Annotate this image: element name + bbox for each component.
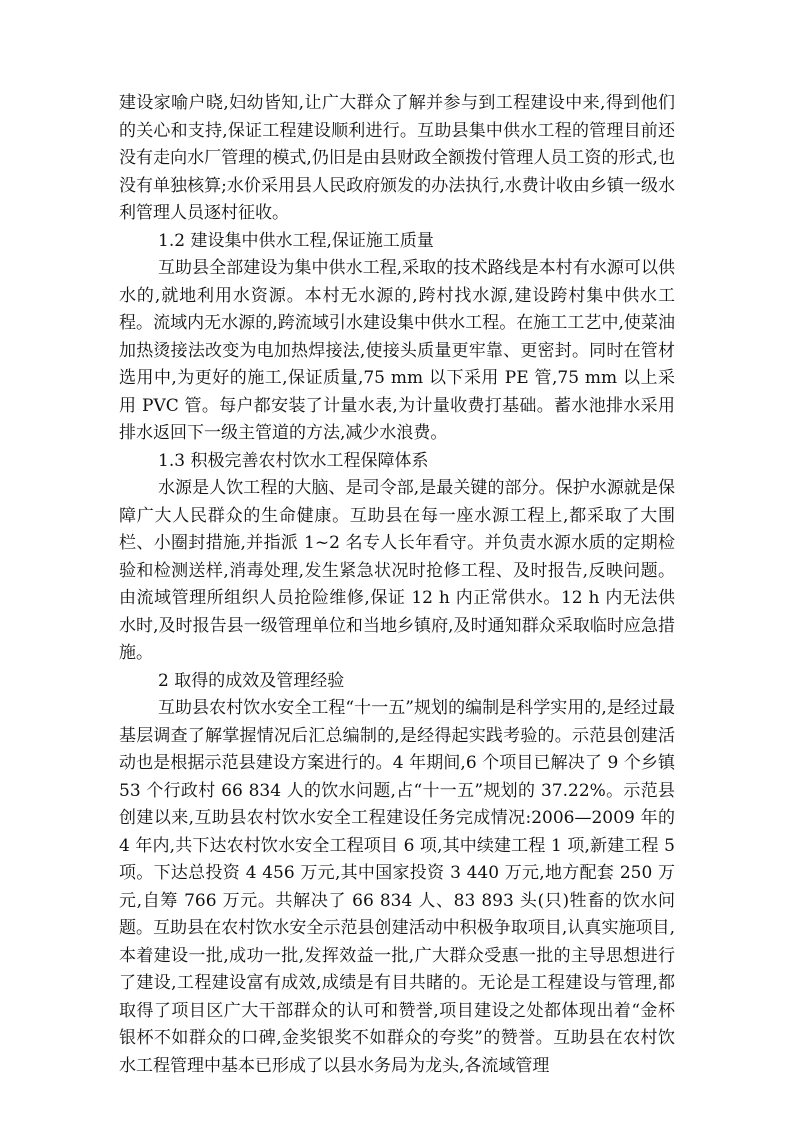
body-paragraph: 互助县全部建设为集中供水工程,采取的技术路线是本村有水源可以供水的,就地利用水资源。本村无水源的,跨村找水源,建设跨村集中供水工程。流域内无水源的,跨流域引水建设集中供水工程。在施工工艺中,使菜油加热烫接法改变为电加热焊接法,使接头质量更牢靠、更密封。同时在管材选用中,为更好的施工,保证质量,75 mm 以下采用 PE 管,75 mm 以上采用 PVC 管。每户都安装了计量水表,为计量收费打基础。蓄水池排水采用排水返回下一级主管道的方法,减少水浪费。 [119,258,675,443]
section-heading: 2 取得的成效及管理经验 [158,670,345,691]
section-heading: 1.2 建设集中供水工程,保证施工质量 [158,230,434,251]
body-paragraph: 水源是人饮工程的大脑、是司令部,是最关键的部分。保护水源就是保障广大人民群众的生命健康。互助县在每一座水源工程上,都采取了大围栏、小圈封措施,并指派 1~2 名专人长年看守。并负责水源水质的定期检验和检测送样,消毒处理,发生紧急状况时抢修工程、及时报告,反映问题。由流域管理所组织人员抢险维修,保证 12 h 内正常供水。12 h 内无法供水时,及时报告县一级管理单位和当地乡镇府,及时通知群众采取临时应急措施。 [119,478,675,663]
body-paragraph: 建设家喻户晓,妇幼皆知,让广大群众了解并参与到工程建设中来,得到他们的关心和支持,保证工程建设顺利进行。互助县集中供水工程的管理目前还没有走向水厂管理的模式,仍旧是由县财政全额拨付管理人员工资的形式,也没有单独核算;水价采用县人民政府颁发的办法执行,水费计收由乡镇一级水利管理人员逐村征收。 [119,93,675,223]
section-heading: 1.3 积极完善农村饮水工程保障体系 [158,450,429,471]
body-paragraph: 互助县农村饮水安全工程“十一五”规划的编制是科学实用的,是经过最基层调查了解掌握情况后汇总编制的,是经得起实践考验的。示范县创建活动也是根据示范县建设方案进行的。4 年期间,6 个项目已解决了 9 个乡镇 53 个行政村 66 834 人的饮水问题,占“十一五”规划的 37.22%。示范县创建以来,互助县农村饮水安全工程建设任务完成情况:2006—2009 年的 4 年内,共下达农村饮水安全工程项目 6 项,其中续建工程 1 项,新建工程 5 项。下达总投资 4 456 万元,其中国家投资 3 440 万元,地方配套 250 万元,自筹 766 万元。共解决了 66 834 人、83 893 头(只)牲畜的饮水问题。互助县在农村饮水安全示范县创建活动中积极争取项目,认真实施项目,本着建设一批,成功一批,发挥效益一批,广大群众受惠一批的主导思想进行了建设,工程建设富有成效,成绩是有目共睹的。无论是工程建设与管理,都取得了项目区广大干部群众的认可和赞誉,项目建设之处都体现出着“金杯银杯不如群众的口碑,金奖银奖不如群众的夸奖”的赞誉。互助县在农村饮水工程管理中基本已形成了以县水务局为龙头,各流域管理 [119,698,675,1076]
document-page [119,90,675,1080]
